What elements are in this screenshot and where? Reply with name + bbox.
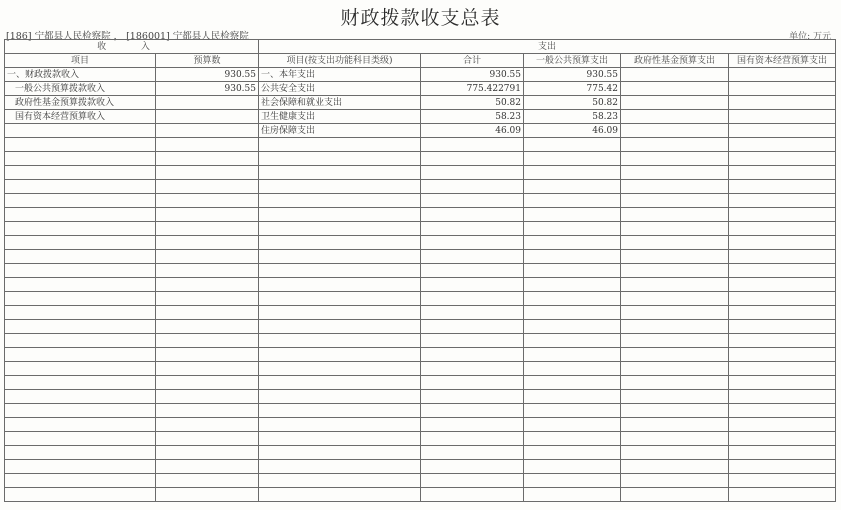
income-value-cell xyxy=(156,110,259,124)
general-budget-cell xyxy=(524,460,621,474)
fund-budget-cell xyxy=(621,250,729,264)
total-cell xyxy=(421,194,524,208)
table-row xyxy=(5,488,836,502)
state-capital-cell xyxy=(729,306,836,320)
income-value-cell xyxy=(156,474,259,488)
state-capital-cell xyxy=(729,264,836,278)
income-item-cell xyxy=(5,138,156,152)
table-row xyxy=(5,474,836,488)
table-row xyxy=(5,124,836,138)
total-cell xyxy=(421,376,524,390)
fund-budget-cell xyxy=(621,348,729,362)
page-title: 财政拨款收支总表 xyxy=(340,7,501,29)
expense-item-cell xyxy=(259,474,421,488)
income-item-cell xyxy=(5,180,156,194)
income-value-cell xyxy=(156,446,259,460)
state-capital-cell xyxy=(729,278,836,292)
income-value-cell xyxy=(156,362,259,376)
fund-budget-cell xyxy=(621,110,729,124)
expense-item-cell xyxy=(259,320,421,334)
income-value-cell: 930.55 xyxy=(156,82,259,96)
total-cell xyxy=(421,292,524,306)
general-budget-cell xyxy=(524,418,621,432)
table-row xyxy=(5,208,836,222)
table-row xyxy=(5,264,836,278)
total-cell xyxy=(421,180,524,194)
general-budget-cell xyxy=(524,264,621,278)
expense-item-cell xyxy=(259,404,421,418)
general-budget-cell xyxy=(524,348,621,362)
general-budget-cell xyxy=(524,208,621,222)
fund-budget-cell xyxy=(621,96,729,110)
total-cell xyxy=(421,138,524,152)
income-value-cell xyxy=(156,432,259,446)
total-cell xyxy=(421,362,524,376)
fund-budget-header: 政府性基金预算支出 xyxy=(621,54,729,68)
general-budget-header: 一般公共预算支出 xyxy=(524,54,621,68)
income-value-cell xyxy=(156,306,259,320)
table-row xyxy=(5,348,836,362)
expense-item-cell xyxy=(259,362,421,376)
general-budget-cell: 930.55 xyxy=(524,68,621,82)
general-budget-cell xyxy=(524,250,621,264)
total-cell xyxy=(421,166,524,180)
income-item-cell xyxy=(5,306,156,320)
income-item-cell xyxy=(5,292,156,306)
table-row xyxy=(5,110,836,124)
total-cell xyxy=(421,390,524,404)
general-budget-cell xyxy=(524,166,621,180)
expense-item-cell xyxy=(259,222,421,236)
expense-item-cell xyxy=(259,180,421,194)
fund-budget-cell xyxy=(621,390,729,404)
state-capital-cell xyxy=(729,124,836,138)
fund-budget-cell xyxy=(621,320,729,334)
general-budget-cell xyxy=(524,446,621,460)
unit-label: 单位: 万元 xyxy=(789,32,831,42)
fund-budget-cell xyxy=(621,460,729,474)
income-value-cell xyxy=(156,208,259,222)
table-row xyxy=(5,138,836,152)
income-item-cell xyxy=(5,194,156,208)
income-value-cell xyxy=(156,418,259,432)
general-budget-cell xyxy=(524,376,621,390)
general-budget-cell xyxy=(524,432,621,446)
table-row xyxy=(5,82,836,96)
income-value-cell xyxy=(156,124,259,138)
income-item-cell xyxy=(5,418,156,432)
total-cell xyxy=(421,474,524,488)
table-row xyxy=(5,404,836,418)
income-item-cell xyxy=(5,264,156,278)
total-cell xyxy=(421,432,524,446)
expense-item-cell: 一、本年支出 xyxy=(259,68,421,82)
income-item-cell xyxy=(5,362,156,376)
expense-item-cell xyxy=(259,194,421,208)
fund-budget-cell xyxy=(621,362,729,376)
general-budget-cell xyxy=(524,320,621,334)
general-budget-cell xyxy=(524,194,621,208)
state-capital-cell xyxy=(729,348,836,362)
state-capital-cell xyxy=(729,166,836,180)
expense-item-cell xyxy=(259,250,421,264)
income-item-cell xyxy=(5,376,156,390)
state-capital-cell xyxy=(729,180,836,194)
fund-budget-cell xyxy=(621,82,729,96)
income-item-cell xyxy=(5,334,156,348)
income-item-cell: 一般公共预算拨款收入 xyxy=(5,82,156,96)
total-cell xyxy=(421,250,524,264)
general-budget-cell: 775.42 xyxy=(524,82,621,96)
state-capital-cell xyxy=(729,236,836,250)
table-row xyxy=(5,320,836,334)
fund-budget-cell xyxy=(621,194,729,208)
state-capital-cell xyxy=(729,208,836,222)
state-capital-cell xyxy=(729,152,836,166)
general-budget-cell xyxy=(524,474,621,488)
fund-budget-cell xyxy=(621,264,729,278)
income-item-cell xyxy=(5,460,156,474)
state-capital-cell xyxy=(729,320,836,334)
total-cell xyxy=(421,278,524,292)
expense-item-cell xyxy=(259,264,421,278)
table-row xyxy=(5,180,836,194)
expense-item-cell xyxy=(259,138,421,152)
table-row xyxy=(5,446,836,460)
total-cell xyxy=(421,152,524,166)
table-row xyxy=(5,250,836,264)
general-budget-cell xyxy=(524,222,621,236)
total-header: 合计 xyxy=(421,54,524,68)
expense-item-cell xyxy=(259,446,421,460)
income-value-cell xyxy=(156,152,259,166)
table-row xyxy=(5,166,836,180)
state-capital-cell xyxy=(729,334,836,348)
expense-item-cell xyxy=(259,348,421,362)
total-cell xyxy=(421,418,524,432)
state-capital-cell xyxy=(729,376,836,390)
fund-budget-cell xyxy=(621,432,729,446)
expense-item-cell xyxy=(259,166,421,180)
income-item-cell xyxy=(5,390,156,404)
income-item-cell xyxy=(5,222,156,236)
table-row xyxy=(5,96,836,110)
fund-budget-cell xyxy=(621,152,729,166)
fund-budget-cell xyxy=(621,138,729,152)
expense-item-cell xyxy=(259,292,421,306)
income-item-cell xyxy=(5,348,156,362)
state-capital-cell xyxy=(729,194,836,208)
general-budget-cell xyxy=(524,278,621,292)
expense-item-cell: 卫生健康支出 xyxy=(259,110,421,124)
income-item-cell xyxy=(5,166,156,180)
budget-header: 预算数 xyxy=(156,54,259,68)
general-budget-cell xyxy=(524,334,621,348)
general-budget-cell: 58.23 xyxy=(524,110,621,124)
fund-budget-cell xyxy=(621,488,729,502)
fund-budget-cell xyxy=(621,180,729,194)
table-row xyxy=(5,152,836,166)
expense-section-header: 支出 xyxy=(259,40,836,54)
fund-budget-cell xyxy=(621,404,729,418)
income-value-cell xyxy=(156,250,259,264)
income-value-cell xyxy=(156,376,259,390)
general-budget-cell: 50.82 xyxy=(524,96,621,110)
income-value-cell xyxy=(156,334,259,348)
total-cell xyxy=(421,404,524,418)
fund-budget-cell xyxy=(621,278,729,292)
table-row xyxy=(5,460,836,474)
total-cell: 930.55 xyxy=(421,68,524,82)
fund-budget-cell xyxy=(621,446,729,460)
income-item-cell xyxy=(5,152,156,166)
income-item-cell: 国有资本经营预算收入 xyxy=(5,110,156,124)
total-cell xyxy=(421,348,524,362)
table-row xyxy=(5,68,836,82)
state-capital-cell xyxy=(729,222,836,236)
expense-item-cell xyxy=(259,306,421,320)
table-row xyxy=(5,334,836,348)
income-item-cell xyxy=(5,320,156,334)
fund-budget-cell xyxy=(621,236,729,250)
income-value-cell xyxy=(156,404,259,418)
general-budget-cell: 46.09 xyxy=(524,124,621,138)
income-value-cell xyxy=(156,390,259,404)
state-capital-cell xyxy=(729,418,836,432)
general-budget-cell xyxy=(524,362,621,376)
state-capital-cell xyxy=(729,432,836,446)
income-value-cell: 930.55 xyxy=(156,68,259,82)
income-item-cell: 政府性基金预算拨款收入 xyxy=(5,96,156,110)
state-capital-cell xyxy=(729,460,836,474)
income-item-cell xyxy=(5,278,156,292)
total-cell: 775.422791 xyxy=(421,82,524,96)
table-row xyxy=(5,362,836,376)
expense-item-header: 项目(按支出功能科目类级) xyxy=(259,54,421,68)
expense-item-cell xyxy=(259,432,421,446)
income-item-cell xyxy=(5,488,156,502)
income-item-cell xyxy=(5,474,156,488)
fund-budget-cell xyxy=(621,222,729,236)
expense-item-cell xyxy=(259,334,421,348)
general-budget-cell xyxy=(524,306,621,320)
total-cell xyxy=(421,306,524,320)
expense-item-cell: 社会保障和就业支出 xyxy=(259,96,421,110)
income-value-cell xyxy=(156,488,259,502)
expense-item-cell xyxy=(259,236,421,250)
total-cell xyxy=(421,488,524,502)
general-budget-cell xyxy=(524,292,621,306)
expense-item-cell xyxy=(259,208,421,222)
income-value-cell xyxy=(156,292,259,306)
table-row xyxy=(5,236,836,250)
table-row xyxy=(5,222,836,236)
income-value-cell xyxy=(156,222,259,236)
income-value-cell xyxy=(156,138,259,152)
total-cell xyxy=(421,208,524,222)
total-cell xyxy=(421,446,524,460)
table-row xyxy=(5,306,836,320)
general-budget-cell xyxy=(524,488,621,502)
income-item-cell xyxy=(5,446,156,460)
general-budget-cell xyxy=(524,138,621,152)
total-cell xyxy=(421,320,524,334)
income-value-cell xyxy=(156,194,259,208)
table-row xyxy=(5,278,836,292)
income-section-header: 收 入 xyxy=(5,40,259,54)
fund-budget-cell xyxy=(621,306,729,320)
general-budget-cell xyxy=(524,180,621,194)
state-capital-cell xyxy=(729,110,836,124)
table-row xyxy=(5,432,836,446)
expense-item-cell xyxy=(259,488,421,502)
table-row xyxy=(5,292,836,306)
state-capital-header: 国有资本经营预算支出 xyxy=(729,54,836,68)
fund-budget-cell xyxy=(621,334,729,348)
expense-item-cell xyxy=(259,376,421,390)
fund-budget-cell xyxy=(621,208,729,222)
state-capital-cell xyxy=(729,474,836,488)
income-item-cell: 一、财政拨款收入 xyxy=(5,68,156,82)
total-cell xyxy=(421,264,524,278)
total-cell: 46.09 xyxy=(421,124,524,138)
total-cell: 58.23 xyxy=(421,110,524,124)
fund-budget-cell xyxy=(621,124,729,138)
fund-budget-cell xyxy=(621,474,729,488)
fund-budget-cell xyxy=(621,292,729,306)
income-value-cell xyxy=(156,278,259,292)
state-capital-cell xyxy=(729,138,836,152)
state-capital-cell xyxy=(729,362,836,376)
state-capital-cell xyxy=(729,404,836,418)
table-row xyxy=(5,194,836,208)
state-capital-cell xyxy=(729,250,836,264)
organization-label: [186] 宁都县人民检察院 ， [186001] 宁都县人民检察院 xyxy=(6,31,249,42)
income-item-cell xyxy=(5,404,156,418)
fund-budget-cell xyxy=(621,166,729,180)
general-budget-cell xyxy=(524,152,621,166)
income-value-cell xyxy=(156,348,259,362)
income-item-header: 项目 xyxy=(5,54,156,68)
expense-item-cell xyxy=(259,278,421,292)
expense-item-cell xyxy=(259,152,421,166)
income-value-cell xyxy=(156,264,259,278)
income-item-cell xyxy=(5,208,156,222)
general-budget-cell xyxy=(524,404,621,418)
state-capital-cell xyxy=(729,488,836,502)
total-cell xyxy=(421,236,524,250)
income-value-cell xyxy=(156,166,259,180)
income-item-cell xyxy=(5,432,156,446)
income-item-cell xyxy=(5,124,156,138)
income-value-cell xyxy=(156,236,259,250)
expense-item-cell xyxy=(259,460,421,474)
state-capital-cell xyxy=(729,390,836,404)
general-budget-cell xyxy=(524,236,621,250)
income-item-cell xyxy=(5,250,156,264)
total-cell: 50.82 xyxy=(421,96,524,110)
table-row xyxy=(5,418,836,432)
fund-budget-cell xyxy=(621,418,729,432)
income-value-cell xyxy=(156,320,259,334)
expense-item-cell xyxy=(259,418,421,432)
state-capital-cell xyxy=(729,292,836,306)
income-item-cell xyxy=(5,236,156,250)
table-row xyxy=(5,390,836,404)
state-capital-cell xyxy=(729,68,836,82)
budget-table xyxy=(4,39,836,502)
fund-budget-cell xyxy=(621,376,729,390)
total-cell xyxy=(421,334,524,348)
fund-budget-cell xyxy=(621,68,729,82)
expense-item-cell: 公共安全支出 xyxy=(259,82,421,96)
income-value-cell xyxy=(156,96,259,110)
total-cell xyxy=(421,222,524,236)
header-row-1 xyxy=(5,40,836,54)
state-capital-cell xyxy=(729,82,836,96)
income-value-cell xyxy=(156,180,259,194)
expense-item-cell: 住房保障支出 xyxy=(259,124,421,138)
income-value-cell xyxy=(156,460,259,474)
total-cell xyxy=(421,460,524,474)
general-budget-cell xyxy=(524,390,621,404)
header-row-2 xyxy=(5,54,836,68)
state-capital-cell xyxy=(729,96,836,110)
expense-item-cell xyxy=(259,390,421,404)
table-row xyxy=(5,376,836,390)
state-capital-cell xyxy=(729,446,836,460)
